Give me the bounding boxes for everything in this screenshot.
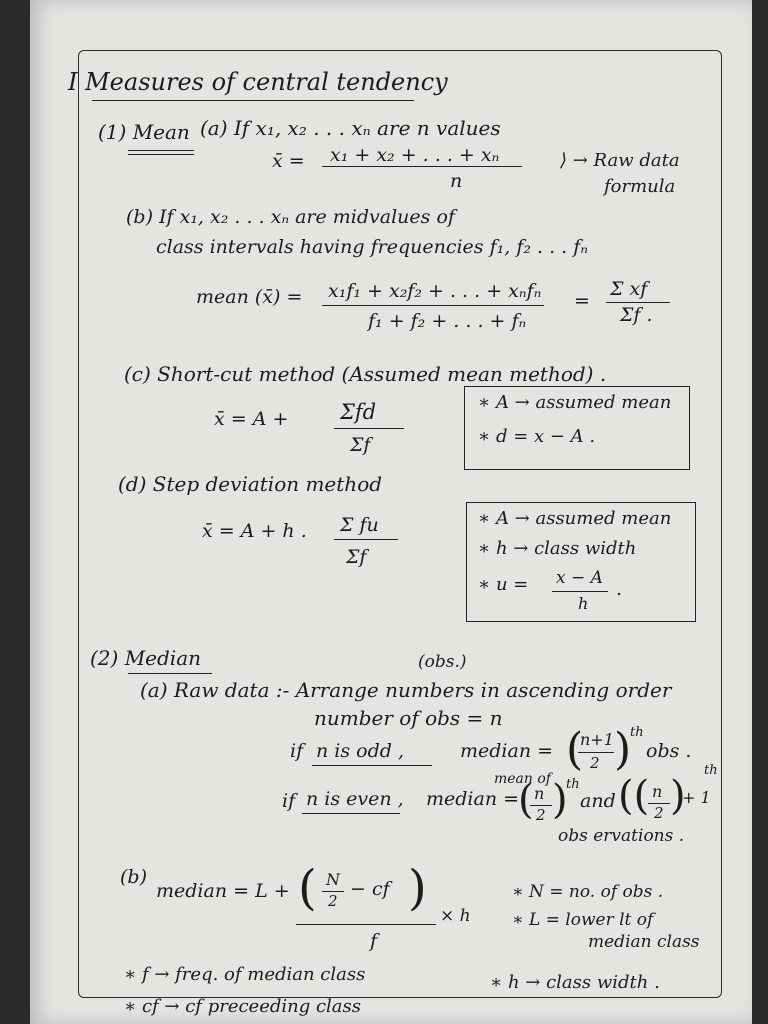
median-even-close-paren-2: ) [670,773,686,819]
mean-b-fraction-bar [322,305,544,306]
mean-c-numerator: Σfd [340,400,377,424]
median-even-observations: obs ervations . [558,826,685,846]
mean-d-box-line2: ∗ h → class width [478,538,637,559]
median-b-inner-num: N [326,870,340,889]
median-note-N: ∗ N = no. of obs . [512,882,664,902]
mean-d-lhs: x̄ = A + h . [202,520,307,542]
mean-b-equals: = [574,290,590,312]
mean-b-rhs-num: Σ xf [610,278,648,300]
mean-heading-underline [128,150,194,151]
median-even-num2: n [652,782,663,801]
mean-d-numerator: Σ fu [340,514,379,536]
title-underline [92,100,414,101]
mean-c-denominator: Σf [350,434,371,456]
median-note-L-class: median class [588,932,700,952]
median-odd-close-paren: ) [614,724,632,775]
mean-b-numerator: x₁f₁ + x₂f₂ + . . . + xₙfₙ [328,280,542,302]
mean-d-denominator: Σf [346,546,367,568]
median-b-inner-minus: − cf [350,878,390,900]
mean-b-line1: (b) If x₁, x₂ . . . xₙ are midvalues of [126,206,455,228]
median-heading: (2) Median [90,646,202,670]
median-odd-num: n+1 [580,730,614,749]
median-even-open-paren: ( [518,777,534,823]
median-odd-open-paren: ( [566,724,584,775]
mean-b-denominator: f₁ + f₂ + . . . + fₙ [368,310,527,332]
mean-b-rhs-den: Σf . [620,304,653,326]
median-odd-sup: th [630,725,644,740]
mean-b-rhs-bar [606,302,670,303]
median-even-den: 2 [536,806,546,824]
mean-a-numerator: x₁ + x₂ + . . . + xₙ [330,144,500,166]
mean-b-line2: class intervals having frequencies f₁, f₂ . . . fₙ [156,236,588,258]
median-b-fraction-bar [296,924,436,925]
median-note-h: ∗ h → class width . [490,972,660,993]
median-b-times-h: × h [440,906,471,926]
median-a-line2: number of obs = n [314,706,503,730]
mean-d-fraction-bar [334,539,398,540]
median-even-sup2: th [704,763,718,778]
mean-heading-underline-2 [128,154,194,155]
median-even-if: if [282,790,296,812]
median-even-condition: n is even , [306,788,404,810]
mean-c-box-line1: ∗ A → assumed mean [478,392,672,413]
mean-a-fraction-bar [322,166,522,167]
median-even-sup: th [566,777,580,792]
median-b-denominator: f [370,930,378,952]
median-odd-condition: n is odd , [316,740,404,762]
page-title: I Measures of central tendency [68,68,448,96]
median-even-text: median = [426,788,520,810]
median-note-cf: ∗ cf → cf preceeding class [124,996,362,1017]
mean-b-lhs: mean (x̄) = [196,286,303,308]
median-note-L: ∗ L = lower lt of [512,910,654,930]
median-odd-if: if [290,740,304,762]
median-odd-text: median = [460,740,554,762]
median-odd-suffix: obs . [646,740,692,762]
mean-c-lhs: x̄ = A + [214,408,289,430]
mean-d-heading: (d) Step deviation method [118,472,383,496]
mean-d-box-line3: ∗ u = [478,574,529,595]
mean-d-box-line1: ∗ A → assumed mean [478,508,672,529]
median-odd-den: 2 [590,754,600,772]
median-b-inner-den: 2 [328,892,338,910]
median-odd-bar [578,752,614,753]
raw-data-note-formula: formula [604,176,676,197]
median-odd-underline [312,765,432,766]
median-even-close-paren: ) [552,777,568,823]
mean-a-denominator: n [450,170,463,192]
mean-d-u-dot: . [616,578,623,600]
mean-c-box-line2: ∗ d = x − A . [478,426,596,447]
median-mean-of: mean of [494,771,551,787]
median-even-plus: + 1 [682,788,711,807]
raw-data-note: ⟩ → Raw data [560,150,680,171]
mean-d-u-num: x − A [556,568,603,588]
median-note-f: ∗ f → freq. of median class [124,964,366,985]
mean-a-lhs: x̄ = [272,150,305,172]
median-even-underline [302,813,400,814]
median-even-den2: 2 [654,804,664,822]
median-b-lhs: median = L + [156,880,290,902]
median-b-close-paren: ) [408,860,427,916]
median-b-open-paren: ( [298,860,317,916]
median-a-line1: (a) Raw data :- Arrange numbers in ascending order [140,678,672,702]
median-b-label: (b) [120,866,147,888]
median-even-and: and [580,790,616,812]
median-even-open-paren-2: (( [618,773,650,819]
mean-d-u-den: h [578,594,589,613]
mean-c-fraction-bar [334,428,404,429]
median-heading-underline [128,673,212,674]
median-even-num: n [534,784,545,803]
median-obs-note: (obs.) [418,652,467,672]
mean-c-heading: (c) Short-cut method (Assumed mean method) . [124,362,607,386]
mean-heading: (1) Mean [98,120,190,144]
mean-d-u-bar [552,591,608,592]
mean-a-intro: (a) If x₁, x₂ . . . xₙ are n values [200,116,501,140]
